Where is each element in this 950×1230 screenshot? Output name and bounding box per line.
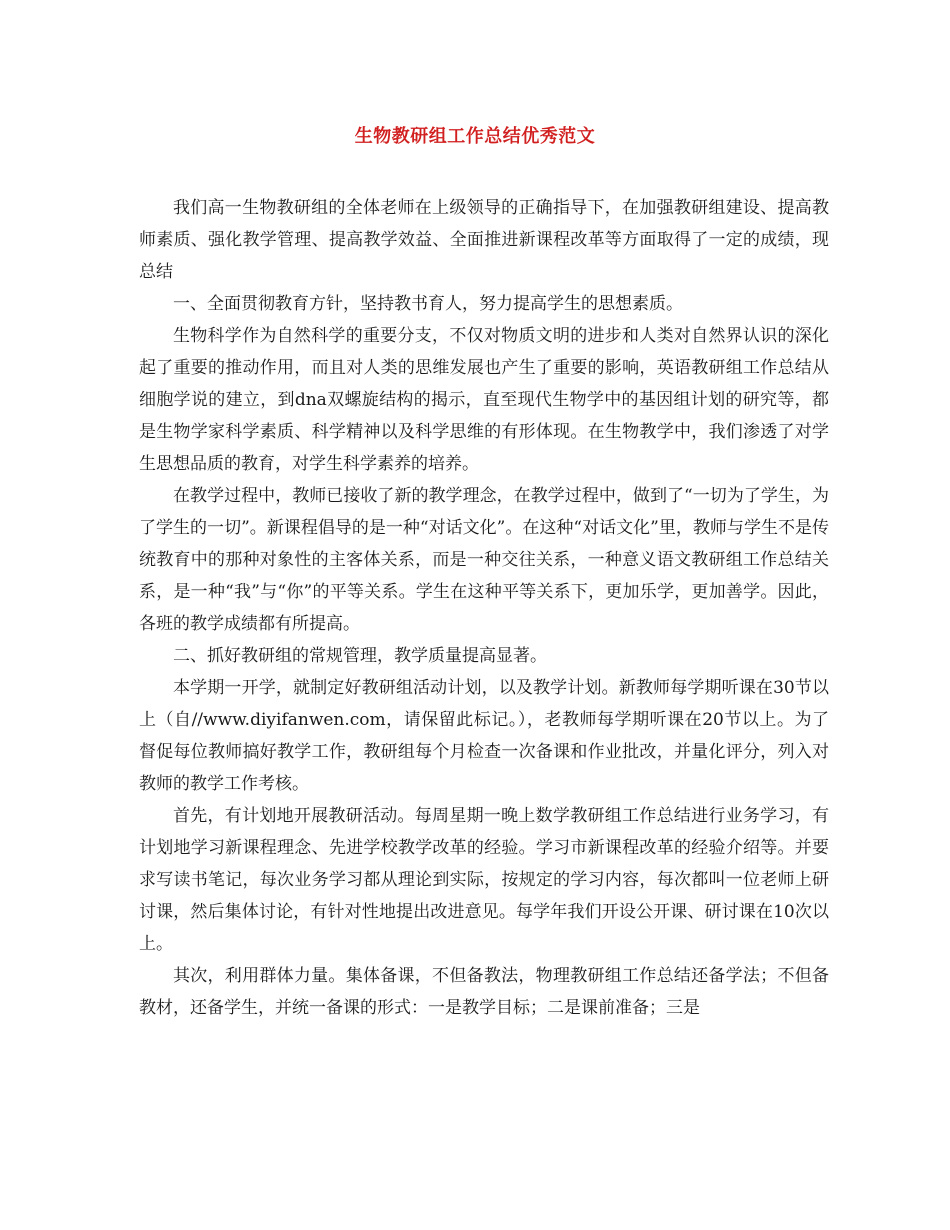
document-title: 生物教研组工作总结优秀范文 [354, 126, 596, 147]
paragraph-teaching-process: 在教学过程中，教师已接收了新的教学理念，在教学过程中，做到了“一切为了学生，为了学生的一切”。新课程倡导的是一种“对话文化”。在这种“对话文化”里，教师与学生不是传统教育中的那种对象性的主客体关系，而是一种交往关系，一种意义语文教研组工作总结关系，是一种“我”与“你”的平等关系。学生在这种平等关系下，更加乐学，更加善学。因此，各班的教学成绩都有所提高。 [139, 486, 829, 634]
paragraph-biology-science: 生物科学作为自然科学的重要分支，不仅对物质文明的进步和人类对自然界认识的深化起了重要的推动作用，而且对人类的思维发展也产生了重要的影响，英语教研组工作总结从细胞学说的建立，到dna双螺旋结构的揭示，直至现代生物学中的基因组计划的研究等，都是生物学家科学素质、科学精神以及科学思维的有形体现。在生物教学中，我们渗透了对学生思想品质的教育，对学生科学素养的培养。 [139, 326, 829, 474]
paragraph-intro: 我们高一生物教研组的全体老师在上级领导的正确指导下，在加强教研组建设、提高教师素质、强化教学管理、提高教学效益、全面推进新课程改革等方面取得了一定的成绩，现总结 [139, 198, 829, 282]
section-heading-1: 一、全面贯彻教育方针，坚持教书育人，努力提高学生的思想素质。 [173, 294, 683, 314]
document-body [139, 192, 829, 1024]
section-heading-2: 二、抓好教研组的常规管理，教学质量提高显著。 [173, 646, 547, 666]
paragraph-collective-preparation: 其次，利用群体力量。集体备课，不但备教法，物理教研组工作总结还备学法；不但备教材，还备学生，并统一备课的形式：一是教学目标；二是课前准备；三是 [139, 966, 829, 1018]
paragraph-research-activities: 首先，有计划地开展教研活动。每周星期一晚上数学教研组工作总结进行业务学习，有计划地学习新课程理念、先进学校教学改革的经验。学习市新课程改革的经验介绍等。并要求写读书笔记，每次业务学习都从理论到实际，按规定的学习内容，每次都叫一位老师上研讨课，然后集体讨论，有针对性地提出改进意见。每学年我们开设公开课、研讨课在10次以上。 [139, 806, 829, 954]
paragraph-semester-plan: 本学期一开学，就制定好教研组活动计划，以及教学计划。新教师每学期听课在30节以上（自//www.diyifanwen.com，请保留此标记。），老教师每学期听课在20节以上。为了督促每位教师搞好教学工作，教研组每个月检查一次备课和作业批改，并量化评分，列入对教师的教学工作考核。 [139, 678, 829, 794]
